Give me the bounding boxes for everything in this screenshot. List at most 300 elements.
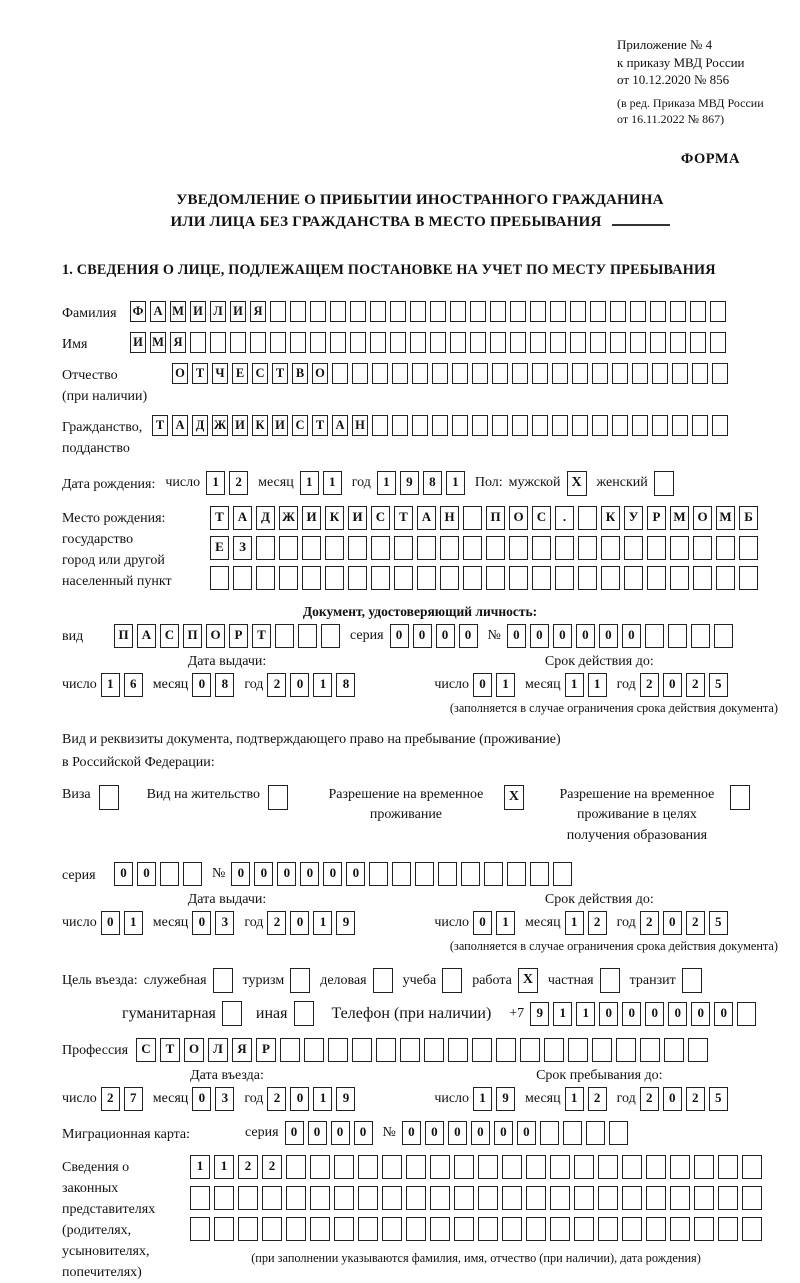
char-cell[interactable]: 0 bbox=[663, 911, 682, 935]
char-cell[interactable] bbox=[540, 1121, 559, 1145]
char-cell[interactable]: 1 bbox=[565, 911, 584, 935]
char-cell[interactable]: 8 bbox=[215, 673, 234, 697]
char-cell[interactable] bbox=[526, 1186, 546, 1210]
char-cell[interactable]: К bbox=[325, 506, 344, 530]
char-cell[interactable]: И bbox=[130, 332, 146, 353]
char-cell[interactable] bbox=[572, 415, 588, 436]
char-cell[interactable] bbox=[348, 566, 367, 590]
char-cell[interactable]: 0 bbox=[494, 1121, 513, 1145]
char-cell[interactable] bbox=[190, 332, 206, 353]
char-cell[interactable] bbox=[352, 1038, 372, 1062]
char-cell[interactable]: 0 bbox=[346, 862, 365, 886]
char-cell[interactable]: М bbox=[150, 332, 166, 353]
char-cell[interactable]: И bbox=[230, 301, 246, 322]
char-cell[interactable] bbox=[691, 624, 710, 648]
char-cell[interactable] bbox=[552, 363, 568, 384]
char-cell[interactable] bbox=[737, 1002, 756, 1026]
char-cell[interactable]: М bbox=[670, 506, 689, 530]
char-cell[interactable] bbox=[550, 1155, 570, 1179]
char-cell[interactable] bbox=[358, 1217, 378, 1241]
char-cell[interactable] bbox=[622, 1155, 642, 1179]
char-cell[interactable]: 1 bbox=[565, 673, 584, 697]
char-cell[interactable] bbox=[601, 566, 620, 590]
char-cell[interactable]: Ж bbox=[212, 415, 228, 436]
char-cell[interactable] bbox=[640, 1038, 660, 1062]
char-cell[interactable] bbox=[492, 415, 508, 436]
char-cell[interactable]: 0 bbox=[290, 1087, 309, 1111]
char-cell[interactable] bbox=[461, 862, 480, 886]
char-cell[interactable] bbox=[412, 363, 428, 384]
char-cell[interactable] bbox=[710, 332, 726, 353]
char-cell[interactable]: П bbox=[486, 506, 505, 530]
char-cell[interactable] bbox=[646, 1217, 666, 1241]
char-cell[interactable] bbox=[694, 1217, 714, 1241]
char-cell[interactable] bbox=[250, 332, 266, 353]
char-cell[interactable] bbox=[382, 1155, 402, 1179]
char-cell[interactable] bbox=[672, 415, 688, 436]
char-cell[interactable]: 2 bbox=[262, 1155, 282, 1179]
char-cell[interactable]: 1 bbox=[124, 911, 143, 935]
char-cell[interactable] bbox=[530, 862, 549, 886]
char-cell[interactable]: Т bbox=[160, 1038, 180, 1062]
char-cell[interactable] bbox=[526, 1155, 546, 1179]
char-cell[interactable]: Е bbox=[232, 363, 248, 384]
char-cell[interactable]: 9 bbox=[336, 911, 355, 935]
purpose-private-checkbox[interactable] bbox=[600, 968, 620, 993]
char-cell[interactable] bbox=[371, 566, 390, 590]
char-cell[interactable]: 0 bbox=[530, 624, 549, 648]
char-cell[interactable] bbox=[718, 1217, 738, 1241]
char-cell[interactable] bbox=[310, 301, 326, 322]
char-cell[interactable] bbox=[690, 332, 706, 353]
char-cell[interactable]: 6 bbox=[124, 673, 143, 697]
char-cell[interactable] bbox=[238, 1186, 258, 1210]
char-cell[interactable] bbox=[302, 566, 321, 590]
char-cell[interactable]: М bbox=[716, 506, 735, 530]
char-cell[interactable] bbox=[598, 1217, 618, 1241]
purpose-study-checkbox[interactable] bbox=[442, 968, 462, 993]
char-cell[interactable] bbox=[450, 301, 466, 322]
char-cell[interactable]: З bbox=[233, 536, 252, 560]
char-cell[interactable]: А bbox=[233, 506, 252, 530]
char-cell[interactable]: 9 bbox=[336, 1087, 355, 1111]
char-cell[interactable]: 0 bbox=[553, 624, 572, 648]
purpose-humanitarian-checkbox[interactable] bbox=[222, 1001, 242, 1026]
char-cell[interactable] bbox=[358, 1186, 378, 1210]
char-cell[interactable]: Т bbox=[152, 415, 168, 436]
char-cell[interactable] bbox=[304, 1038, 324, 1062]
char-cell[interactable] bbox=[624, 566, 643, 590]
char-cell[interactable]: 0 bbox=[622, 624, 641, 648]
char-cell[interactable] bbox=[646, 1155, 666, 1179]
char-cell[interactable] bbox=[563, 1121, 582, 1145]
char-cell[interactable]: К bbox=[252, 415, 268, 436]
purpose-business-checkbox[interactable] bbox=[373, 968, 393, 993]
char-cell[interactable] bbox=[472, 415, 488, 436]
char-cell[interactable] bbox=[622, 1217, 642, 1241]
char-cell[interactable] bbox=[484, 862, 503, 886]
char-cell[interactable] bbox=[712, 363, 728, 384]
char-cell[interactable] bbox=[616, 1038, 636, 1062]
char-cell[interactable]: 0 bbox=[331, 1121, 350, 1145]
char-cell[interactable] bbox=[670, 332, 686, 353]
char-cell[interactable] bbox=[270, 332, 286, 353]
char-cell[interactable]: 0 bbox=[471, 1121, 490, 1145]
char-cell[interactable] bbox=[670, 566, 689, 590]
char-cell[interactable]: 0 bbox=[101, 911, 120, 935]
char-cell[interactable]: 3 bbox=[215, 1087, 234, 1111]
char-cell[interactable] bbox=[509, 566, 528, 590]
char-cell[interactable] bbox=[417, 536, 436, 560]
char-cell[interactable]: 9 bbox=[530, 1002, 549, 1026]
char-cell[interactable]: 0 bbox=[663, 1087, 682, 1111]
char-cell[interactable]: Ж bbox=[279, 506, 298, 530]
char-cell[interactable] bbox=[693, 536, 712, 560]
char-cell[interactable] bbox=[693, 566, 712, 590]
char-cell[interactable] bbox=[286, 1217, 306, 1241]
char-cell[interactable] bbox=[350, 332, 366, 353]
char-cell[interactable] bbox=[712, 415, 728, 436]
char-cell[interactable]: О bbox=[312, 363, 328, 384]
char-cell[interactable] bbox=[417, 566, 436, 590]
char-cell[interactable]: О bbox=[693, 506, 712, 530]
char-cell[interactable] bbox=[510, 332, 526, 353]
char-cell[interactable]: И bbox=[232, 415, 248, 436]
char-cell[interactable] bbox=[440, 566, 459, 590]
char-cell[interactable]: 0 bbox=[254, 862, 273, 886]
char-cell[interactable] bbox=[570, 332, 586, 353]
purpose-other-checkbox[interactable] bbox=[294, 1001, 314, 1026]
purpose-official-checkbox[interactable] bbox=[213, 968, 233, 993]
char-cell[interactable] bbox=[718, 1186, 738, 1210]
char-cell[interactable]: С bbox=[136, 1038, 156, 1062]
char-cell[interactable]: О bbox=[172, 363, 188, 384]
char-cell[interactable] bbox=[372, 415, 388, 436]
char-cell[interactable] bbox=[590, 301, 606, 322]
char-cell[interactable] bbox=[334, 1186, 354, 1210]
char-cell[interactable] bbox=[262, 1186, 282, 1210]
char-cell[interactable] bbox=[298, 624, 317, 648]
char-cell[interactable]: 0 bbox=[137, 862, 156, 886]
char-cell[interactable] bbox=[632, 363, 648, 384]
char-cell[interactable]: 0 bbox=[691, 1002, 710, 1026]
char-cell[interactable] bbox=[502, 1186, 522, 1210]
char-cell[interactable] bbox=[310, 1186, 330, 1210]
char-cell[interactable]: П bbox=[114, 624, 133, 648]
char-cell[interactable]: И bbox=[348, 506, 367, 530]
char-cell[interactable] bbox=[370, 332, 386, 353]
char-cell[interactable] bbox=[544, 1038, 564, 1062]
char-cell[interactable]: Т bbox=[312, 415, 328, 436]
char-cell[interactable]: 1 bbox=[496, 673, 515, 697]
char-cell[interactable]: 0 bbox=[308, 1121, 327, 1145]
char-cell[interactable] bbox=[279, 566, 298, 590]
char-cell[interactable]: 2 bbox=[640, 673, 659, 697]
char-cell[interactable] bbox=[622, 1186, 642, 1210]
char-cell[interactable] bbox=[454, 1186, 474, 1210]
char-cell[interactable] bbox=[330, 301, 346, 322]
char-cell[interactable] bbox=[612, 415, 628, 436]
char-cell[interactable] bbox=[290, 301, 306, 322]
char-cell[interactable]: 1 bbox=[313, 911, 332, 935]
char-cell[interactable]: 2 bbox=[267, 911, 286, 935]
char-cell[interactable] bbox=[183, 862, 202, 886]
char-cell[interactable] bbox=[590, 332, 606, 353]
char-cell[interactable] bbox=[286, 1155, 306, 1179]
char-cell[interactable] bbox=[578, 566, 597, 590]
char-cell[interactable]: 8 bbox=[336, 673, 355, 697]
char-cell[interactable] bbox=[463, 536, 482, 560]
char-cell[interactable] bbox=[392, 862, 411, 886]
char-cell[interactable]: С bbox=[252, 363, 268, 384]
char-cell[interactable]: 0 bbox=[290, 673, 309, 697]
char-cell[interactable] bbox=[390, 332, 406, 353]
char-cell[interactable] bbox=[692, 363, 708, 384]
char-cell[interactable] bbox=[507, 862, 526, 886]
char-cell[interactable]: 2 bbox=[686, 1087, 705, 1111]
char-cell[interactable] bbox=[470, 301, 486, 322]
option-temp-residence-education-checkbox[interactable] bbox=[730, 785, 750, 810]
char-cell[interactable]: 1 bbox=[323, 471, 342, 495]
char-cell[interactable]: 2 bbox=[686, 911, 705, 935]
char-cell[interactable] bbox=[490, 332, 506, 353]
char-cell[interactable]: С bbox=[160, 624, 179, 648]
char-cell[interactable] bbox=[450, 332, 466, 353]
char-cell[interactable] bbox=[321, 624, 340, 648]
char-cell[interactable] bbox=[574, 1186, 594, 1210]
char-cell[interactable] bbox=[601, 536, 620, 560]
char-cell[interactable] bbox=[486, 536, 505, 560]
char-cell[interactable] bbox=[392, 415, 408, 436]
char-cell[interactable] bbox=[714, 624, 733, 648]
char-cell[interactable] bbox=[430, 1186, 450, 1210]
char-cell[interactable] bbox=[509, 536, 528, 560]
char-cell[interactable]: Д bbox=[256, 506, 275, 530]
char-cell[interactable] bbox=[592, 363, 608, 384]
char-cell[interactable]: 2 bbox=[640, 911, 659, 935]
char-cell[interactable]: 5 bbox=[709, 911, 728, 935]
char-cell[interactable] bbox=[598, 1155, 618, 1179]
char-cell[interactable]: С bbox=[371, 506, 390, 530]
char-cell[interactable]: Р bbox=[229, 624, 248, 648]
char-cell[interactable] bbox=[325, 566, 344, 590]
char-cell[interactable] bbox=[647, 536, 666, 560]
char-cell[interactable] bbox=[280, 1038, 300, 1062]
char-cell[interactable] bbox=[550, 332, 566, 353]
char-cell[interactable]: 0 bbox=[645, 1002, 664, 1026]
char-cell[interactable] bbox=[530, 332, 546, 353]
char-cell[interactable]: 1 bbox=[588, 673, 607, 697]
char-cell[interactable] bbox=[412, 415, 428, 436]
char-cell[interactable]: Д bbox=[192, 415, 208, 436]
char-cell[interactable] bbox=[570, 301, 586, 322]
char-cell[interactable] bbox=[502, 1155, 522, 1179]
char-cell[interactable]: 0 bbox=[517, 1121, 536, 1145]
char-cell[interactable] bbox=[610, 301, 626, 322]
char-cell[interactable] bbox=[670, 536, 689, 560]
char-cell[interactable] bbox=[478, 1217, 498, 1241]
char-cell[interactable]: 0 bbox=[668, 1002, 687, 1026]
char-cell[interactable]: 1 bbox=[313, 673, 332, 697]
char-cell[interactable] bbox=[592, 415, 608, 436]
char-cell[interactable]: 0 bbox=[448, 1121, 467, 1145]
char-cell[interactable] bbox=[496, 1038, 516, 1062]
char-cell[interactable] bbox=[630, 301, 646, 322]
char-cell[interactable] bbox=[463, 566, 482, 590]
char-cell[interactable] bbox=[672, 363, 688, 384]
char-cell[interactable] bbox=[670, 1155, 690, 1179]
char-cell[interactable] bbox=[279, 536, 298, 560]
char-cell[interactable] bbox=[310, 1217, 330, 1241]
char-cell[interactable]: 0 bbox=[192, 911, 211, 935]
char-cell[interactable]: 0 bbox=[599, 1002, 618, 1026]
char-cell[interactable] bbox=[646, 1186, 666, 1210]
char-cell[interactable] bbox=[430, 301, 446, 322]
char-cell[interactable] bbox=[302, 536, 321, 560]
char-cell[interactable]: 0 bbox=[354, 1121, 373, 1145]
char-cell[interactable] bbox=[470, 332, 486, 353]
char-cell[interactable]: Р bbox=[647, 506, 666, 530]
char-cell[interactable] bbox=[328, 1038, 348, 1062]
char-cell[interactable] bbox=[716, 566, 735, 590]
char-cell[interactable] bbox=[432, 363, 448, 384]
char-cell[interactable]: Ф bbox=[130, 301, 146, 322]
char-cell[interactable] bbox=[463, 506, 482, 530]
char-cell[interactable]: 1 bbox=[300, 471, 319, 495]
char-cell[interactable]: 1 bbox=[496, 911, 515, 935]
char-cell[interactable]: А bbox=[150, 301, 166, 322]
char-cell[interactable]: 2 bbox=[238, 1155, 258, 1179]
char-cell[interactable]: 2 bbox=[101, 1087, 120, 1111]
char-cell[interactable] bbox=[742, 1186, 762, 1210]
char-cell[interactable] bbox=[670, 1217, 690, 1241]
char-cell[interactable] bbox=[332, 363, 348, 384]
char-cell[interactable] bbox=[334, 1155, 354, 1179]
char-cell[interactable]: А bbox=[137, 624, 156, 648]
char-cell[interactable] bbox=[452, 363, 468, 384]
char-cell[interactable]: 5 bbox=[709, 673, 728, 697]
char-cell[interactable] bbox=[310, 1155, 330, 1179]
char-cell[interactable]: . bbox=[555, 506, 574, 530]
char-cell[interactable] bbox=[190, 1217, 210, 1241]
char-cell[interactable]: Т bbox=[272, 363, 288, 384]
char-cell[interactable] bbox=[472, 1038, 492, 1062]
char-cell[interactable] bbox=[664, 1038, 684, 1062]
char-cell[interactable] bbox=[406, 1186, 426, 1210]
char-cell[interactable]: 2 bbox=[588, 1087, 607, 1111]
char-cell[interactable] bbox=[262, 1217, 282, 1241]
char-cell[interactable]: Б bbox=[739, 506, 758, 530]
char-cell[interactable] bbox=[230, 332, 246, 353]
char-cell[interactable] bbox=[406, 1217, 426, 1241]
char-cell[interactable]: 0 bbox=[714, 1002, 733, 1026]
option-temp-residence-checkbox[interactable]: X bbox=[504, 785, 524, 810]
char-cell[interactable]: 1 bbox=[206, 471, 225, 495]
char-cell[interactable]: 2 bbox=[267, 673, 286, 697]
char-cell[interactable] bbox=[310, 332, 326, 353]
char-cell[interactable] bbox=[490, 301, 506, 322]
char-cell[interactable]: С bbox=[532, 506, 551, 530]
char-cell[interactable] bbox=[578, 506, 597, 530]
char-cell[interactable] bbox=[382, 1217, 402, 1241]
char-cell[interactable] bbox=[630, 332, 646, 353]
char-cell[interactable]: У bbox=[624, 506, 643, 530]
char-cell[interactable]: А bbox=[172, 415, 188, 436]
char-cell[interactable] bbox=[668, 624, 687, 648]
char-cell[interactable] bbox=[382, 1186, 402, 1210]
char-cell[interactable]: 0 bbox=[290, 911, 309, 935]
char-cell[interactable] bbox=[739, 566, 758, 590]
char-cell[interactable] bbox=[410, 332, 426, 353]
char-cell[interactable]: Я bbox=[232, 1038, 252, 1062]
char-cell[interactable] bbox=[610, 332, 626, 353]
char-cell[interactable] bbox=[492, 363, 508, 384]
char-cell[interactable] bbox=[372, 363, 388, 384]
char-cell[interactable] bbox=[650, 301, 666, 322]
char-cell[interactable]: 5 bbox=[709, 1087, 728, 1111]
char-cell[interactable] bbox=[256, 536, 275, 560]
char-cell[interactable]: О bbox=[206, 624, 225, 648]
char-cell[interactable]: И bbox=[302, 506, 321, 530]
char-cell[interactable] bbox=[190, 1186, 210, 1210]
char-cell[interactable] bbox=[510, 301, 526, 322]
char-cell[interactable]: 1 bbox=[565, 1087, 584, 1111]
char-cell[interactable] bbox=[256, 566, 275, 590]
char-cell[interactable]: 0 bbox=[277, 862, 296, 886]
char-cell[interactable] bbox=[574, 1155, 594, 1179]
char-cell[interactable] bbox=[512, 363, 528, 384]
char-cell[interactable]: С bbox=[292, 415, 308, 436]
char-cell[interactable] bbox=[688, 1038, 708, 1062]
char-cell[interactable] bbox=[472, 363, 488, 384]
char-cell[interactable]: Т bbox=[252, 624, 271, 648]
char-cell[interactable]: Т bbox=[210, 506, 229, 530]
char-cell[interactable]: 7 bbox=[124, 1087, 143, 1111]
char-cell[interactable] bbox=[233, 566, 252, 590]
char-cell[interactable] bbox=[430, 1155, 450, 1179]
char-cell[interactable]: 8 bbox=[423, 471, 442, 495]
char-cell[interactable] bbox=[710, 301, 726, 322]
char-cell[interactable] bbox=[520, 1038, 540, 1062]
char-cell[interactable] bbox=[690, 301, 706, 322]
char-cell[interactable] bbox=[430, 1217, 450, 1241]
char-cell[interactable]: 0 bbox=[285, 1121, 304, 1145]
char-cell[interactable] bbox=[392, 363, 408, 384]
char-cell[interactable] bbox=[526, 1217, 546, 1241]
char-cell[interactable]: 1 bbox=[553, 1002, 572, 1026]
sex-male-checkbox[interactable]: X bbox=[567, 471, 587, 496]
char-cell[interactable] bbox=[334, 1217, 354, 1241]
char-cell[interactable]: 2 bbox=[640, 1087, 659, 1111]
char-cell[interactable] bbox=[238, 1217, 258, 1241]
char-cell[interactable] bbox=[352, 363, 368, 384]
char-cell[interactable] bbox=[692, 415, 708, 436]
char-cell[interactable]: Т bbox=[394, 506, 413, 530]
char-cell[interactable]: Н bbox=[440, 506, 459, 530]
char-cell[interactable] bbox=[325, 536, 344, 560]
char-cell[interactable] bbox=[410, 301, 426, 322]
char-cell[interactable]: 9 bbox=[400, 471, 419, 495]
char-cell[interactable]: 1 bbox=[313, 1087, 332, 1111]
char-cell[interactable]: 0 bbox=[459, 624, 478, 648]
char-cell[interactable] bbox=[330, 332, 346, 353]
char-cell[interactable] bbox=[394, 536, 413, 560]
char-cell[interactable] bbox=[670, 1186, 690, 1210]
char-cell[interactable] bbox=[478, 1155, 498, 1179]
char-cell[interactable] bbox=[502, 1217, 522, 1241]
char-cell[interactable]: 0 bbox=[473, 911, 492, 935]
char-cell[interactable]: 3 bbox=[215, 911, 234, 935]
